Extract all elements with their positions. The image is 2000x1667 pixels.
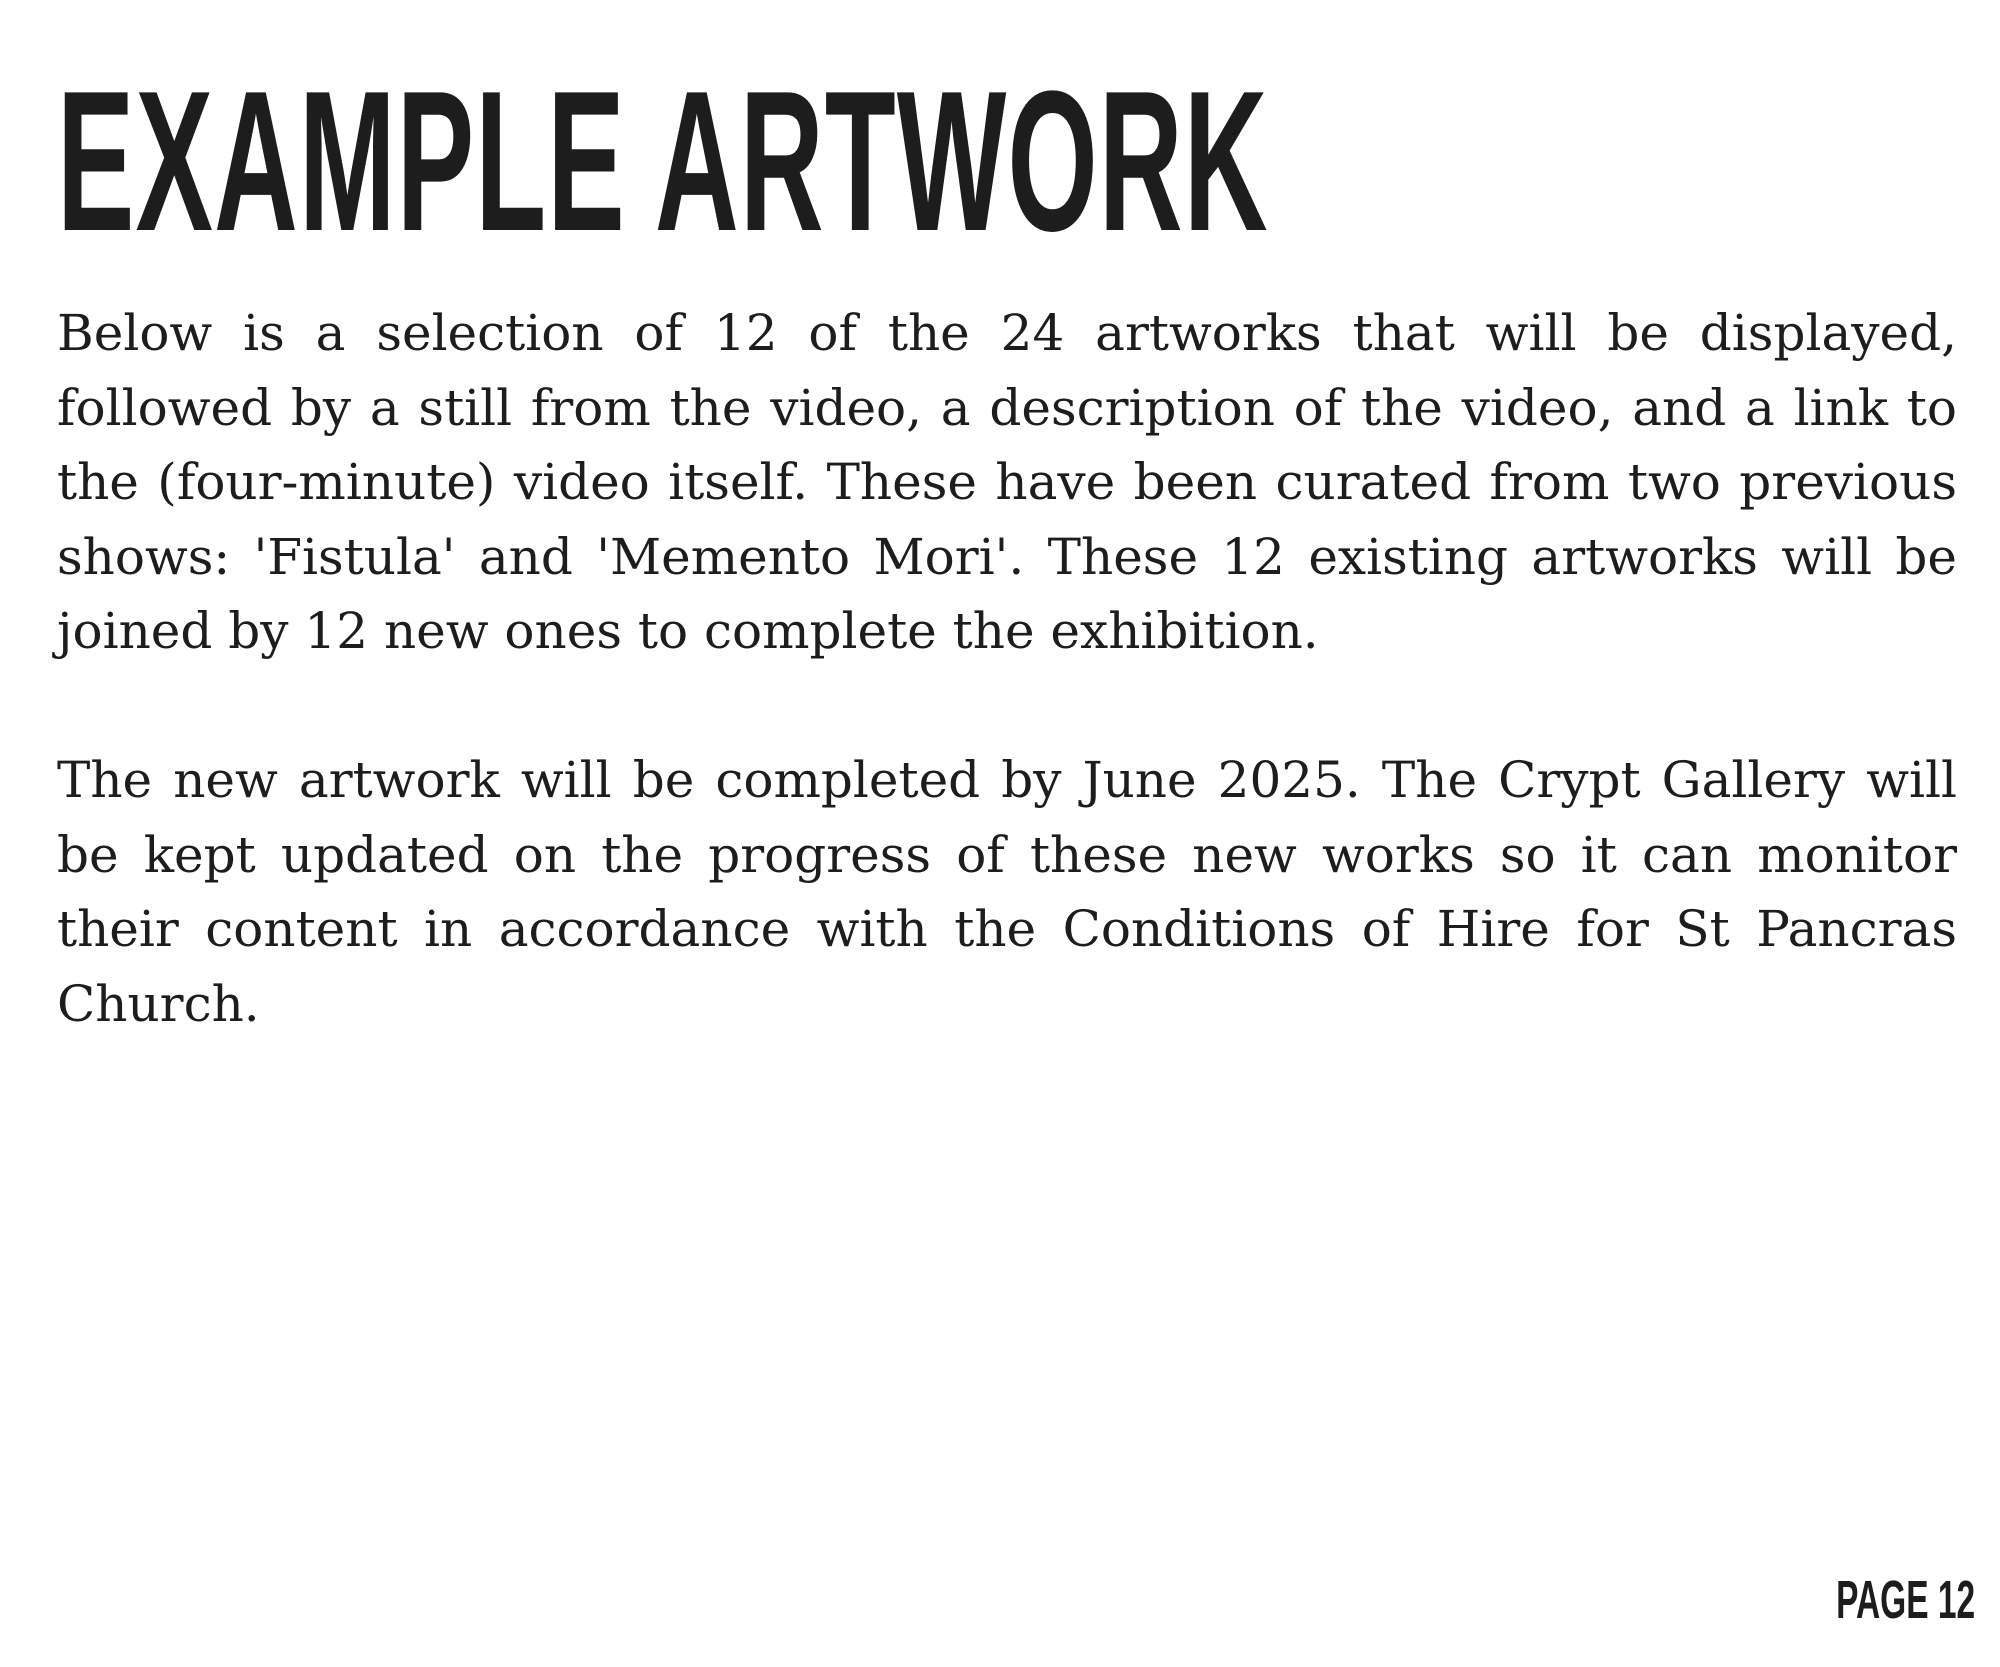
page-title: EXAMPLE ARTWORK <box>57 50 1269 273</box>
page-number: PAGE 12 <box>1836 1570 1975 1630</box>
schedule-paragraph: The new artwork will be completed by June 2025. The Crypt Gallery will be kept updated on the progress of these new works so it can monitor their content in accordance with the Conditions of Hire for St Pancras Church. <box>57 751 1957 1033</box>
intro-paragraph: Below is a selection of 12 of the 24 artworks that will be displayed, followed by a still from the video, a description of the video, and a link to the (four-minute) video itself. These have been curated from two previous shows: 'Fistula' and 'Memento Mori'. These 12 existing artworks will be joined by 12 new ones to complete the exhibition. <box>57 304 1957 660</box>
body-text <box>57 296 1957 1041</box>
